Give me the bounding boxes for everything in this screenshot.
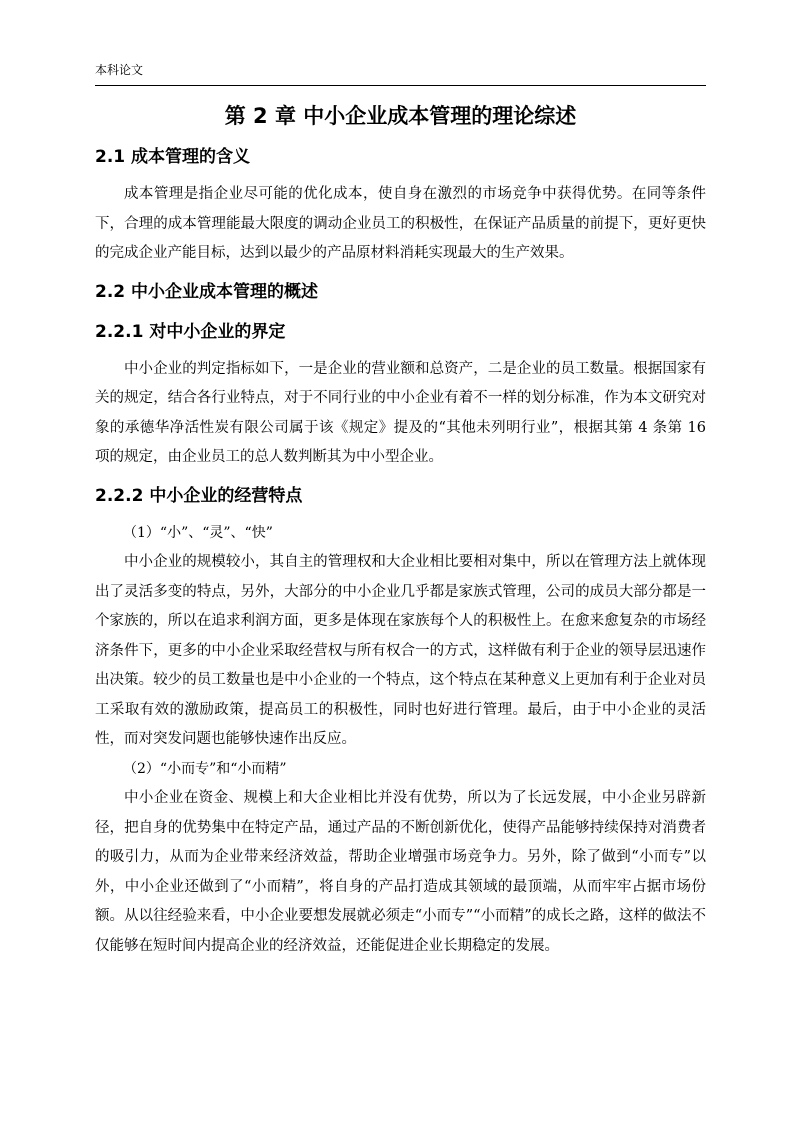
section-2-1-paragraph: 成本管理是指企业尽可能的优化成本，使自身在激烈的市场竞争中获得优势。在同等条件下，合理的成本管理能最大限度的调动企业员工的积极性，在保证产品质量的前提下，更好更快的完成企业产能目标，达到以最少的产品原材料消耗实现最大的生产效果。	[95, 186, 706, 261]
list-item-2-heading: （2）“小而专”和“小而精”	[123, 760, 287, 777]
chapter-title: 第 2 章 中小企业成本管理的理论综述	[224, 104, 577, 128]
running-header: 本科论文	[95, 63, 144, 77]
section-heading-2-2-2: 2.2.2 中小企业的经营特点	[95, 485, 303, 506]
list-item-1-paragraph: 中小企业的规模较小，其自主的管理权和大企业相比要相对集中，所以在管理方法上就体现出了灵活多变的特点，另外，大部分的中小企业几乎都是家族式管理，公司的成员大部分都是一个家族的，所以在追求利润方面，更多是体现在家族每个人的积极性上。在愈来愈复杂的市场经济条件下，更多的中小企业采取经营权与所有权合一的方式，这样做有利于企业的领导层迅速作出决策。较少的员工数量也是中小企业的一个特点，这个特点在某种意义上更加有利于企业对员工采取有效的激励政策，提高员工的积极性，同时也好进行管理。最后，由于中小企业的灵活性，而对突发问题也能够快速作出反应。	[95, 554, 706, 747]
list-item-1-heading: （1）“小”、“灵”、“快”	[123, 524, 273, 541]
header-divider	[95, 85, 706, 86]
section-2-2-1-paragraph: 中小企业的判定指标如下，一是企业的营业额和总资产，二是企业的员工数量。根据国家有关的规定，结合各行业特点，对于不同行业的中小企业有着不一样的划分标准，作为本文研究对象的承德华净活性炭有限公司属于该《规定》提及的“其他未列明行业”，根据其第 4 条第 16 项的规定，由企业员工的总人数判断其为中小型企业。	[95, 360, 706, 465]
page-content	[95, 98, 706, 961]
list-item-2-paragraph: 中小企业在资金、规模上和大企业相比并没有优势，所以为了长远发展，中小企业另辟新径，把自身的优势集中在特定产品，通过产品的不断创新优化，使得产品能够持续保持对消费者的吸引力，从而为企业带来经济效益，帮助企业增强市场竞争力。另外，除了做到“小而专”以外，中小企业还做到了“小而精”，将自身的产品打造成其领域的最顶端，从而牢牢占据市场份额。从以往经验来看，中小企业要想发展就必须走“小而专”“小而精”的成长之路，这样的做法不仅能够在短时间内提高企业的经济效益，还能促进企业长期稳定的发展。	[95, 790, 706, 954]
section-heading-2-1: 2.1 成本管理的含义	[95, 147, 251, 167]
section-heading-2-2-1: 2.2.1 对中小企业的界定	[95, 321, 286, 342]
section-heading-2-2: 2.2 中小企业成本管理的概述	[95, 281, 319, 302]
